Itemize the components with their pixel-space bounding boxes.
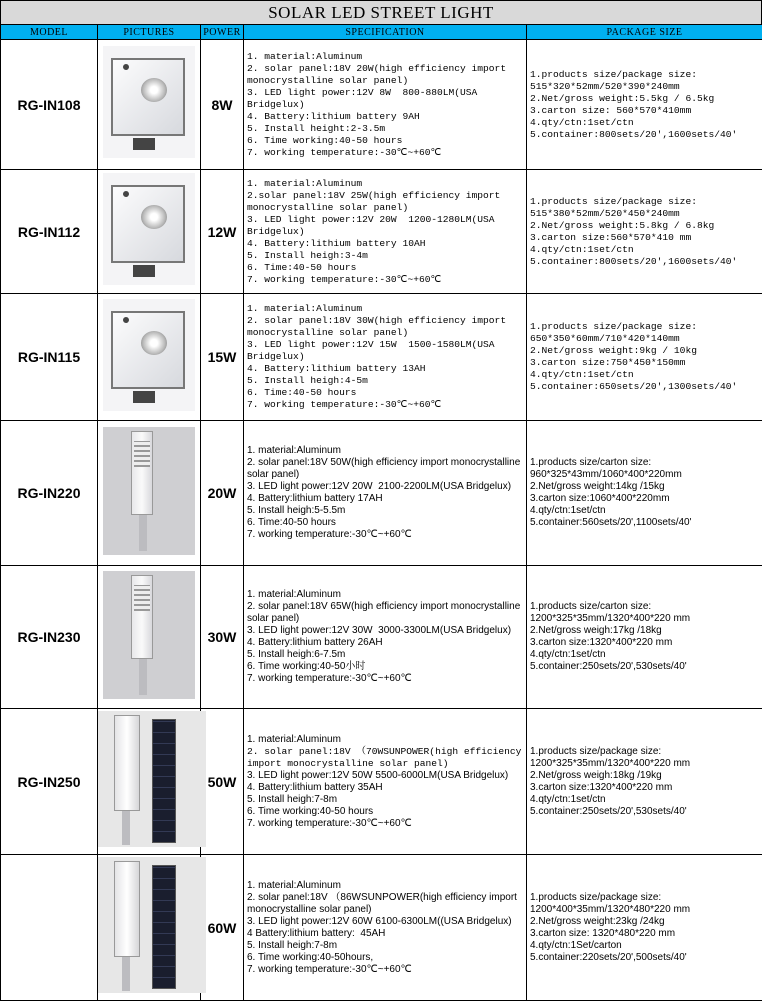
package-line: 515*320*52mm/520*390*240mm — [530, 81, 762, 93]
spec-line: 3. LED light power:12V 20W 2100-2200LM(USA Bridgelux) — [247, 481, 526, 493]
package-line: 4.qty/ctn:1set/ctn — [530, 505, 762, 517]
picture-cell — [98, 566, 201, 709]
table-row — [1, 566, 762, 709]
spec-line: 3. LED light power:12V 50W 5500-6000LM(USA Bridgelux) — [247, 770, 526, 782]
spec-line: 3. LED light power:12V 15W 1500-1580LM(USA Bridgelux) — [247, 339, 526, 363]
table-row — [1, 855, 762, 1001]
spec-line: 7. working temperature:-30℃~+60℃ — [247, 147, 526, 159]
package-cell — [527, 855, 762, 1001]
spec-line: 7. working temperature:-30℃~+60℃ — [247, 399, 526, 411]
spec-line: 6. Time:40-50 hours — [247, 262, 526, 274]
spec-line: 5. Install heigh:7-8m — [247, 940, 526, 952]
package-line: 1.products size/package size: — [530, 321, 762, 333]
package-line: 2.Net/gross weight:14kg /15kg — [530, 481, 762, 493]
package-cell — [527, 566, 762, 709]
model-cell — [1, 855, 98, 1001]
picture-cell — [98, 40, 201, 170]
spec-line: 1. material:Aluminum — [247, 880, 526, 892]
specification-cell — [244, 40, 527, 170]
spec-line: 4. Battery:lithium battery 26AH — [247, 637, 526, 649]
package-line: 4.qty/ctn:1set/ctn — [530, 369, 762, 381]
package-line: 5.container:800sets/20',1600sets/40' — [530, 256, 762, 268]
square-lamp-photo — [103, 299, 195, 411]
table-row — [1, 709, 762, 855]
panel-lamp-photo — [98, 711, 206, 847]
specification-cell — [244, 294, 527, 421]
table-row — [1, 170, 762, 294]
picture-cell — [98, 421, 201, 566]
package-cell — [527, 421, 762, 566]
package-line: 2.Net/gross weigh:17kg /18kg — [530, 625, 762, 637]
picture-cell — [98, 855, 201, 1001]
spec-line: 2. solar panel:18V （70WSUNPOWER(high efficiency import monocrystalline solar panel) — [247, 746, 526, 770]
spec-line: 5. Install heigh:3-4m — [247, 250, 526, 262]
package-cell — [527, 294, 762, 421]
package-line: 650*350*60mm/710*420*140mm — [530, 333, 762, 345]
spec-line: 5. Install height:2-3.5m — [247, 123, 526, 135]
header-specification: SPECIFICATION — [244, 25, 527, 40]
spec-line: 1. material:Aluminum — [247, 734, 526, 746]
package-line: 5.container:250sets/20',530sets/40' — [530, 806, 762, 818]
package-line: 515*380*52mm/520*450*240mm — [530, 208, 762, 220]
model-cell: RG-IN230 — [1, 566, 98, 709]
spec-line: 3. LED light power:12V 20W 1200-1280LM(USA Bridgelux) — [247, 214, 526, 238]
table-row — [1, 40, 762, 170]
model-cell: RG-IN115 — [1, 294, 98, 421]
package-line: 2.Net/gross weight:9kg / 10kg — [530, 345, 762, 357]
spec-line: 6. Time working:40-50 hours — [247, 135, 526, 147]
spec-line: 5. Install heigh:6-7.5m — [247, 649, 526, 661]
spec-line: 7. working temperature:-30℃~+60℃ — [247, 818, 526, 830]
spec-line: 6. Time working:40-50 hours — [247, 806, 526, 818]
picture-cell — [98, 170, 201, 294]
package-line: 1.products size/carton size: — [530, 601, 762, 613]
package-line: 2.Net/gross weight:23kg /24kg — [530, 916, 762, 928]
package-line: 4.qty/ctn:1Set/carton — [530, 940, 762, 952]
specification-cell — [244, 855, 527, 1001]
power-cell: 15W — [201, 294, 244, 421]
package-line: 2.Net/gross weight:5.8kg / 6.8kg — [530, 220, 762, 232]
spec-line: 7. working temperature:-30℃~+60℃ — [247, 964, 526, 976]
picture-cell — [98, 294, 201, 421]
header-model: MODEL — [1, 25, 98, 40]
panel-lamp-photo — [98, 857, 206, 993]
spec-line: 1. material:Aluminum — [247, 303, 526, 315]
specification-cell — [244, 566, 527, 709]
package-cell — [527, 709, 762, 855]
specification-cell — [244, 170, 527, 294]
package-line: 1.products size/carton size: — [530, 457, 762, 469]
package-line: 5.container:220sets/20',500sets/40' — [530, 952, 762, 964]
product-table — [0, 24, 762, 1001]
picture-cell — [98, 709, 201, 855]
spec-line: 5. Install heigh:4-5m — [247, 375, 526, 387]
table-row — [1, 294, 762, 421]
spec-line: 3. LED light power:12V 60W 6100-6300LM((USA Bridgelux) — [247, 916, 526, 928]
square-lamp-photo — [103, 173, 195, 285]
spec-line: 3. LED light power:12V 30W 3000-3300LM(USA Bridgelux) — [247, 625, 526, 637]
spec-line: 1. material:Aluminum — [247, 51, 526, 63]
spec-line: 2. solar panel:18V 20W(high efficiency import monocrystalline solar panel) — [247, 63, 526, 87]
package-line: 1.products size/package size: — [530, 69, 762, 81]
header-pictures: PICTURES — [98, 25, 201, 40]
model-cell: RG-IN220 — [1, 421, 98, 566]
long-lamp-photo — [103, 427, 195, 555]
package-line: 2.Net/gross weight:5.5kg / 6.5kg — [530, 93, 762, 105]
package-line: 1.products size/package size: — [530, 746, 762, 758]
spec-line: 2. solar panel:18V 50W(high efficiency import monocrystalline solar panel) — [247, 457, 526, 481]
spec-line: 6. Time:40-50 hours — [247, 387, 526, 399]
package-line: 3.carton size:560*570*410 mm — [530, 232, 762, 244]
package-cell — [527, 170, 762, 294]
specification-cell — [244, 421, 527, 566]
spec-line: 6. Time working:40-50小时 — [247, 661, 526, 673]
specification-cell — [244, 709, 527, 855]
table-row — [1, 421, 762, 566]
spec-line: 2.solar panel:18V 25W(high efficiency import monocrystalline solar panel) — [247, 190, 526, 214]
package-line: 2.Net/gross weigh:18kg /19kg — [530, 770, 762, 782]
package-line: 1200*325*35mm/1320*400*220 mm — [530, 613, 762, 625]
header-package-size: PACKAGE SIZE — [527, 25, 762, 40]
package-line: 4.qty/ctn:1set/ctn — [530, 117, 762, 129]
header-power: POWER — [201, 25, 244, 40]
long-lamp-photo — [103, 571, 195, 699]
spec-line: 4. Battery:lithium battery 35AH — [247, 782, 526, 794]
package-line: 5.container:800sets/20',1600sets/40' — [530, 129, 762, 141]
spec-line: 4. Battery:lithium battery 13AH — [247, 363, 526, 375]
package-line: 3.carton size:1320*400*220 mm — [530, 782, 762, 794]
spec-line: 3. LED light power:12V 8W 800-880LM(USA Bridgelux) — [247, 87, 526, 111]
spec-line: 4. Battery:lithium battery 10AH — [247, 238, 526, 250]
package-line: 960*325*43mm/1060*400*220mm — [530, 469, 762, 481]
package-line: 5.container:250sets/20',530sets/40' — [530, 661, 762, 673]
spec-line: 6. Time:40-50 hours — [247, 517, 526, 529]
package-line: 3.carton size: 1320*480*220 mm — [530, 928, 762, 940]
table-body — [1, 40, 762, 1001]
package-line: 3.carton size:750*450*150mm — [530, 357, 762, 369]
spec-line: 5. Install heigh:5-5.5m — [247, 505, 526, 517]
spec-line: 2. solar panel:18V 30W(high efficiency import monocrystalline solar panel) — [247, 315, 526, 339]
power-cell: 60W — [201, 855, 244, 1001]
model-cell: RG-IN250 — [1, 709, 98, 855]
spec-line: 7. working temperature:-30℃~+60℃ — [247, 673, 526, 685]
spec-line: 7. working temperature:-30℃~+60℃ — [247, 529, 526, 541]
package-line: 3.carton size:1060*400*220mm — [530, 493, 762, 505]
package-line: 3.carton size:1320*400*220 mm — [530, 637, 762, 649]
spec-line: 1. material:Aluminum — [247, 178, 526, 190]
spec-line: 4. Battery:lithium battery 9AH — [247, 111, 526, 123]
package-line: 1200*400*35mm/1320*480*220 mm — [530, 904, 762, 916]
package-line: 5.container:560sets/20',1100sets/40' — [530, 517, 762, 529]
package-line: 1200*325*35mm/1320*400*220 mm — [530, 758, 762, 770]
package-line: 3.carton size: 560*570*410mm — [530, 105, 762, 117]
package-cell — [527, 40, 762, 170]
power-cell: 12W — [201, 170, 244, 294]
model-cell: RG-IN112 — [1, 170, 98, 294]
spec-line: 2. solar panel:18V 65W(high efficiency import monocrystalline solar panel) — [247, 601, 526, 625]
spec-line: 7. working temperature:-30℃~+60℃ — [247, 274, 526, 286]
package-line: 4.qty/ctn:1set/ctn — [530, 649, 762, 661]
spec-line: 5. Install heigh:7-8m — [247, 794, 526, 806]
power-cell: 20W — [201, 421, 244, 566]
package-line: 4.qty/ctn:1set/ctn — [530, 794, 762, 806]
header-row — [1, 25, 762, 40]
sheet-title: SOLAR LED STREET LIGHT — [0, 0, 762, 24]
power-cell: 50W — [201, 709, 244, 855]
square-lamp-photo — [103, 46, 195, 158]
spec-line: 4 Battery:lithium battery: 45AH — [247, 928, 526, 940]
spec-line: 4. Battery:lithium battery 17AH — [247, 493, 526, 505]
model-cell: RG-IN108 — [1, 40, 98, 170]
spec-line: 2. solar panel:18V （86WSUNPOWER(high efficiency import monocrystalline solar panel) — [247, 892, 526, 916]
package-line: 1.products size/package size: — [530, 892, 762, 904]
package-line: 5.container:650sets/20',1300sets/40' — [530, 381, 762, 393]
spec-line: 1. material:Aluminum — [247, 445, 526, 457]
package-line: 1.products size/package size: — [530, 196, 762, 208]
power-cell: 30W — [201, 566, 244, 709]
power-cell: 8W — [201, 40, 244, 170]
package-line: 4.qty/ctn:1set/ctn — [530, 244, 762, 256]
spec-line: 6. Time working:40-50hours, — [247, 952, 526, 964]
spec-line: 1. material:Aluminum — [247, 589, 526, 601]
